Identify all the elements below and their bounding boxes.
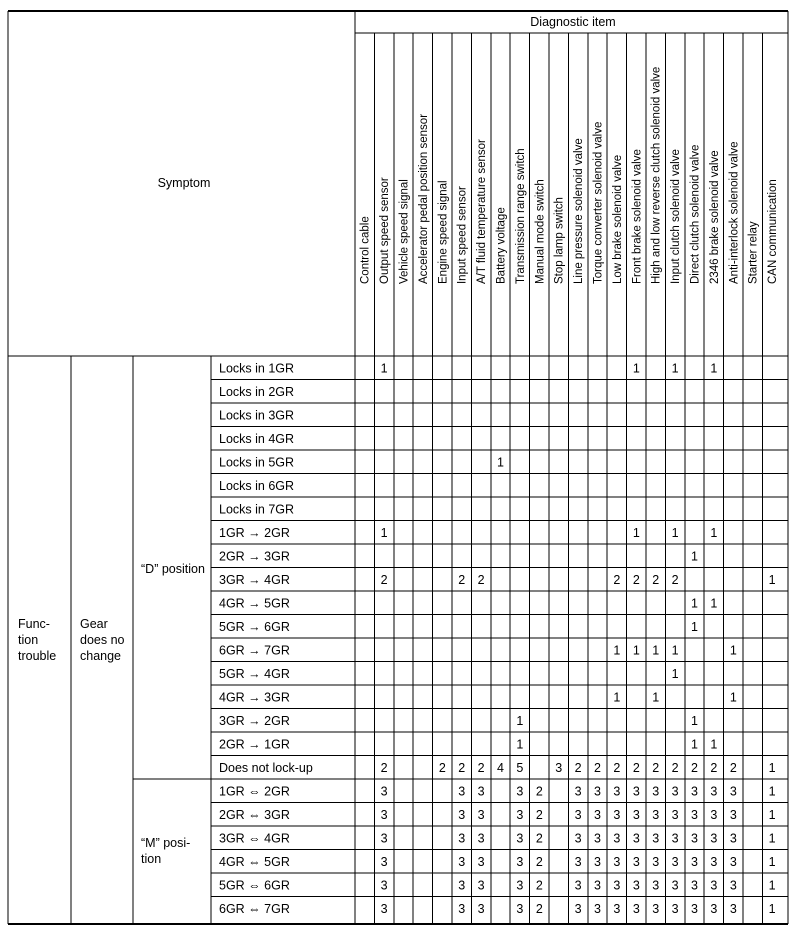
- cell-value: 2: [613, 760, 621, 775]
- cell-value: 3: [691, 784, 698, 799]
- cell-value: 3: [652, 901, 660, 916]
- cell-value: 3: [594, 854, 601, 869]
- cell-value: 3: [458, 807, 466, 822]
- subcategory-label-line1: Gear: [80, 617, 108, 631]
- cell-value: 3: [594, 784, 601, 799]
- cell-value: 2: [380, 760, 388, 775]
- cell-value: 1: [768, 854, 776, 869]
- cell-value: 3: [710, 784, 718, 799]
- row-label: 3GR → 2GR: [219, 713, 290, 728]
- cell-value: 1: [691, 596, 698, 611]
- cell-value: 1: [671, 643, 679, 658]
- column-header: Line pressure solenoid valve: [573, 138, 586, 284]
- cell-value: 3: [380, 807, 388, 822]
- cell-value: 3: [652, 854, 660, 869]
- row-label: Locks in 7GR: [219, 502, 295, 517]
- subcategory-label-line2: does no: [80, 633, 125, 647]
- cell-value: 3: [380, 831, 388, 846]
- row-label: Locks in 4GR: [219, 431, 295, 446]
- cell-value: 3: [652, 807, 660, 822]
- cell-value: 3: [652, 831, 660, 846]
- cell-value: 3: [729, 878, 737, 893]
- cell-value: 3: [458, 854, 466, 869]
- cell-value: 2: [535, 784, 543, 799]
- cell-value: 3: [516, 784, 524, 799]
- cell-value: 3: [380, 878, 388, 893]
- row-label: 5GR → 4GR: [219, 666, 290, 681]
- cell-value: 3: [477, 807, 485, 822]
- cell-value: 1: [768, 831, 776, 846]
- cell-value: 1: [710, 361, 718, 376]
- row-label: 3GR ⇔ 4GR: [219, 831, 290, 846]
- cell-value: 2: [652, 760, 660, 775]
- cell-value: 2: [632, 760, 640, 775]
- cell-value: 3: [594, 901, 601, 916]
- cell-value: 2: [535, 878, 543, 893]
- row-label: Locks in 6GR: [219, 478, 295, 493]
- cell-value: 3: [477, 854, 485, 869]
- cell-value: 1: [613, 643, 621, 658]
- cell-value: 1: [652, 643, 660, 658]
- cell-value: 3: [710, 854, 718, 869]
- cell-value: 3: [710, 901, 718, 916]
- column-header: Output speed sensor: [379, 177, 392, 284]
- row-label: Locks in 5GR: [219, 455, 295, 470]
- cell-value: 3: [574, 854, 582, 869]
- cell-value: 3: [632, 831, 640, 846]
- column-header: Engine speed signal: [437, 180, 450, 284]
- cell-value: 3: [671, 807, 679, 822]
- cell-value: 1: [516, 713, 524, 728]
- cell-value: 2: [613, 572, 621, 587]
- category-label-line3: trouble: [18, 649, 57, 663]
- column-header: CAN communication: [767, 179, 780, 284]
- cell-value: 5: [516, 760, 524, 775]
- cell-value: 3: [729, 854, 737, 869]
- cell-value: 3: [574, 901, 582, 916]
- column-headers: [360, 67, 779, 284]
- cell-value: 3: [613, 784, 621, 799]
- cell-value: 3: [632, 807, 640, 822]
- column-header: Low brake solenoid valve: [611, 154, 624, 284]
- cell-value: 2: [632, 572, 640, 587]
- row-label: 4GR ⇔ 5GR: [219, 854, 290, 869]
- cell-value: 1: [652, 690, 660, 705]
- column-header: Transmission range switch: [514, 148, 527, 284]
- cell-value: 2: [710, 760, 718, 775]
- cell-value: 2: [729, 760, 737, 775]
- column-header: Input speed sensor: [456, 186, 469, 284]
- column-header: High and low reverse clutch solenoid valve: [650, 66, 663, 284]
- cell-value: 2: [535, 831, 543, 846]
- row-label: 5GR → 6GR: [219, 619, 290, 634]
- cell-value: 2: [458, 572, 466, 587]
- group-m-label-line1: “M” posi-: [141, 836, 191, 850]
- cell-value: 3: [594, 831, 601, 846]
- cell-value: 2: [535, 854, 543, 869]
- cell-value: 3: [574, 831, 582, 846]
- row-label: 1GR → 2GR: [219, 525, 290, 540]
- row-label: Locks in 3GR: [219, 408, 295, 423]
- cell-value: 3: [632, 878, 640, 893]
- cell-value: 3: [477, 901, 485, 916]
- cell-value: 3: [710, 807, 718, 822]
- cell-value: 3: [671, 901, 679, 916]
- cell-value: 3: [691, 807, 698, 822]
- column-header: Manual mode switch: [534, 179, 547, 284]
- row-label: 1GR ⇔ 2GR: [219, 784, 290, 799]
- cell-value: 3: [458, 878, 466, 893]
- cell-value: 2: [574, 760, 582, 775]
- cell-value: 1: [710, 596, 718, 611]
- group-m-position: [141, 836, 190, 866]
- row-label: 5GR ⇔ 6GR: [219, 878, 290, 893]
- group-d-position: [141, 562, 205, 576]
- cell-value: 3: [729, 784, 737, 799]
- row-label: 2GR → 1GR: [219, 737, 290, 752]
- column-header: Starter relay: [747, 221, 760, 284]
- cell-value: 3: [380, 901, 388, 916]
- cell-value: 1: [691, 713, 698, 728]
- row-label: Locks in 1GR: [219, 361, 295, 376]
- cell-value: 3: [613, 807, 621, 822]
- cell-value: 1: [768, 878, 776, 893]
- column-header: Vehicle speed signal: [398, 179, 411, 284]
- cell-value: 1: [691, 549, 698, 564]
- column-header: Torque converter solenoid valve: [592, 121, 605, 284]
- column-header: Stop lamp switch: [553, 197, 566, 284]
- cell-value: 3: [691, 831, 698, 846]
- column-header: A/T fluid temperature sensor: [476, 139, 489, 284]
- group-m-label-line2: tion: [141, 852, 162, 866]
- cell-value: 3: [671, 878, 679, 893]
- cell-value: 1: [516, 737, 524, 752]
- cell-value: 3: [594, 807, 601, 822]
- cell-value: 3: [691, 901, 698, 916]
- row-label: Locks in 2GR: [219, 384, 295, 399]
- cell-value: 1: [768, 807, 776, 822]
- cell-value: 3: [516, 854, 524, 869]
- cell-value: 3: [613, 831, 621, 846]
- category-label-line2: tion: [18, 633, 39, 647]
- diagnostic-item-header: Diagnostic item: [530, 15, 616, 29]
- cell-value: 2: [671, 572, 679, 587]
- cell-value: 3: [632, 854, 640, 869]
- cell-value: 3: [613, 901, 621, 916]
- category-label-line1: Func-: [18, 617, 50, 631]
- cell-value: 3: [574, 784, 582, 799]
- cell-value: 3: [652, 784, 660, 799]
- cell-value: 2: [535, 901, 543, 916]
- cell-value: 2: [458, 760, 466, 775]
- column-header: Direct clutch solenoid valve: [689, 144, 702, 284]
- cell-value: 3: [691, 854, 698, 869]
- cell-value: 1: [768, 901, 776, 916]
- cell-value: 3: [594, 878, 601, 893]
- cell-value: 3: [380, 854, 388, 869]
- cell-value: 3: [574, 807, 582, 822]
- cell-value: 3: [516, 901, 524, 916]
- cell-value: 3: [671, 784, 679, 799]
- cell-value: 3: [555, 760, 563, 775]
- subcategory-cell: [80, 617, 125, 663]
- cell-value: 2: [438, 760, 446, 775]
- cell-value: 3: [613, 878, 621, 893]
- cell-value: 3: [729, 901, 737, 916]
- cell-value: 3: [516, 878, 524, 893]
- column-header: Front brake solenoid valve: [631, 149, 644, 284]
- cell-value: 1: [710, 525, 718, 540]
- cell-value: 3: [477, 784, 485, 799]
- cell-value: 3: [477, 878, 485, 893]
- category-cell: [18, 617, 56, 663]
- cell-value: 3: [632, 901, 640, 916]
- cell-value: 1: [632, 643, 640, 658]
- row-label: 6GR ⇔ 7GR: [219, 901, 290, 916]
- cell-value: 3: [477, 831, 485, 846]
- cell-value: 3: [458, 784, 466, 799]
- cell-value: 2: [671, 760, 679, 775]
- cell-value: 1: [632, 525, 640, 540]
- column-header: 2346 brake solenoid valve: [708, 150, 721, 284]
- cell-value: 1: [691, 619, 698, 634]
- cell-value: 2: [477, 760, 485, 775]
- cell-value: 3: [458, 901, 466, 916]
- row-label: 4GR → 5GR: [219, 596, 290, 611]
- cell-value: 3: [710, 831, 718, 846]
- row-label: 6GR → 7GR: [219, 643, 290, 658]
- row-label: Does not lock-up: [219, 760, 313, 775]
- row-label: 4GR → 3GR: [219, 690, 290, 705]
- cell-value: 1: [710, 737, 718, 752]
- cell-value: 1: [632, 361, 640, 376]
- column-header: Anti-interlock solenoid valve: [728, 141, 741, 284]
- cell-value: 3: [710, 878, 718, 893]
- cell-value: 2: [477, 572, 485, 587]
- column-header: Battery voltage: [495, 207, 508, 284]
- column-header: Input clutch solenoid valve: [670, 149, 683, 284]
- cell-value: 3: [516, 831, 524, 846]
- symptom-header: Symptom: [157, 176, 211, 190]
- row-label: 3GR → 4GR: [219, 572, 290, 587]
- cell-value: 3: [574, 878, 582, 893]
- cell-value: 1: [729, 690, 737, 705]
- cell-value: 1: [671, 361, 679, 376]
- cell-value: 3: [691, 878, 698, 893]
- cell-value: 1: [497, 455, 504, 470]
- cell-value: 3: [671, 854, 679, 869]
- cell-value: 1: [768, 572, 776, 587]
- cell-value: 3: [729, 831, 737, 846]
- cell-value: 1: [671, 666, 679, 681]
- cell-value: 3: [380, 784, 388, 799]
- cell-value: 1: [671, 525, 679, 540]
- column-header: Control cable: [359, 216, 372, 284]
- subcategory-label-line3: change: [80, 649, 122, 663]
- group-d-label: “D” position: [141, 562, 205, 576]
- cell-value: 2: [691, 760, 698, 775]
- cell-value: 3: [458, 831, 466, 846]
- cell-value: 2: [652, 572, 660, 587]
- cell-value: 2: [535, 807, 543, 822]
- column-header: Accelerator pedal position sensor: [417, 113, 430, 284]
- cell-value: 3: [516, 807, 524, 822]
- cell-value: 3: [652, 878, 660, 893]
- cell-value: 1: [380, 525, 388, 540]
- cell-value: 1: [613, 690, 621, 705]
- cell-value: 3: [671, 831, 679, 846]
- cell-value: 1: [768, 784, 776, 799]
- cell-value: 3: [729, 807, 737, 822]
- cell-value: 4: [497, 760, 504, 775]
- cell-value: 2: [380, 572, 388, 587]
- cell-value: 3: [613, 854, 621, 869]
- cell-value: 1: [691, 737, 698, 752]
- row-label: 2GR ⇔ 3GR: [219, 807, 290, 822]
- cell-value: 3: [632, 784, 640, 799]
- cell-value: 1: [768, 760, 776, 775]
- row-label: 2GR → 3GR: [219, 549, 290, 564]
- cell-value: 2: [594, 760, 601, 775]
- cell-value: 1: [729, 643, 737, 658]
- cell-value: 1: [380, 361, 388, 376]
